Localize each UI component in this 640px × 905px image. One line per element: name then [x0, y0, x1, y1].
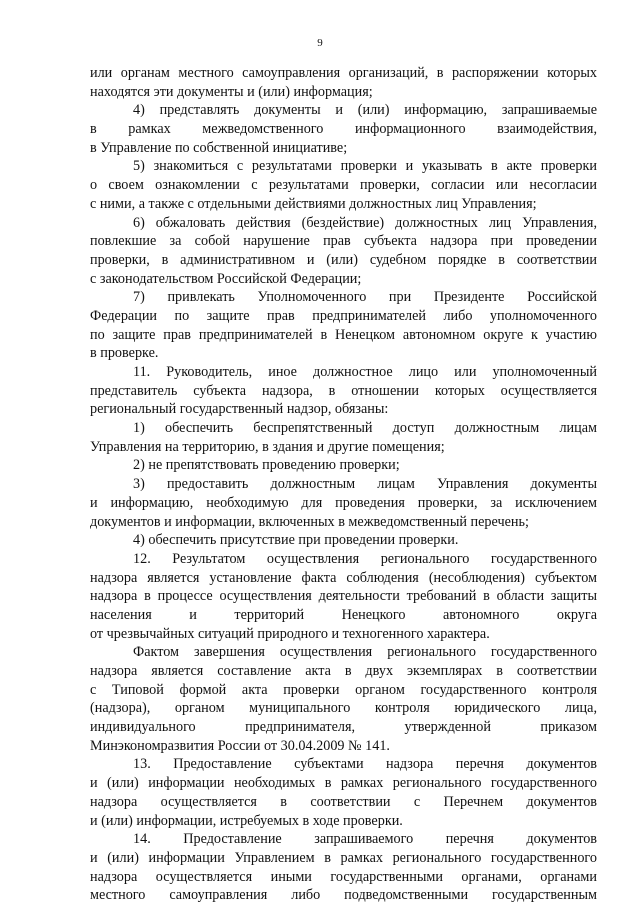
text-line: в Управление по собственной инициативе;: [90, 139, 348, 156]
text-line: 6) обжаловать действия (бездействие) должностных лиц Управления,: [133, 214, 597, 231]
text-line: надзора является составление акта в двух экземплярах в соответствии: [90, 663, 597, 679]
text-line: Минэкономразвития России от 30.04.2009 № 141.: [90, 737, 390, 754]
text-line: и (или) информации необходимых в рамках регионального государственного: [90, 775, 597, 792]
text-line: документов и информации, включенных в межведомственный перечень;: [90, 513, 529, 530]
text-line: с законодательством Российской Федерации;: [90, 270, 362, 287]
text-line: по защите прав предпринимателей в Ненецком автономном округе к участию: [90, 326, 597, 343]
text-line: или органам местного самоуправления организаций, в распоряжении которых: [90, 65, 597, 81]
text-line: местного самоуправления либо подведомственными государственным: [90, 887, 597, 904]
text-line: 1) обеспечить беспрепятственный доступ должностным лицам: [133, 420, 597, 437]
document-body: [90, 64, 597, 905]
text-line: представитель субъекта надзора, в отношении которых осуществляется: [90, 382, 597, 399]
text-line: и (или) информации, истребуемых в ходе проверки.: [90, 812, 403, 829]
text-line: с Типовой формой акта проверки органом государственного контроля: [90, 681, 597, 698]
text-line: Федерации по защите прав предпринимателей либо уполномоченного: [90, 307, 597, 324]
text-line: надзора осуществляется иными государственными органами, органами: [90, 868, 597, 885]
text-line: (надзора), органом муниципального контроля юридического лица,: [90, 700, 597, 717]
text-line: 4) представлять документы и (или) информацию, запрашиваемые: [133, 102, 597, 119]
text-line: находятся эти документы и (или) информация;: [90, 83, 373, 100]
text-line: 4) обеспечить присутствие при проведении проверки.: [133, 532, 459, 549]
text-line: региональный государственный надзор, обязаны:: [90, 401, 389, 418]
text-line: о своем ознакомлении с результатами проверки, согласии или несогласии: [90, 177, 597, 194]
text-line: надзора осуществляется в соответствии с Перечнем документов: [90, 793, 597, 810]
text-line: 5) знакомиться с результатами проверки и указывать в акте проверки: [133, 158, 597, 175]
text-line: населения и территорий Ненецкого автономного округа: [90, 606, 597, 623]
text-line: 12. Результатом осуществления регионального государственного: [133, 550, 597, 567]
text-line: индивидуального предпринимателя, утвержденной приказом: [90, 719, 597, 736]
text-line: 3) предоставить должностным лицам Управления документы: [133, 476, 597, 493]
text-line: проверки, в административном и (или) судебном порядке в соответствии: [90, 251, 597, 268]
text-line: надзора является установление факта соблюдения (несоблюдения) субъектом: [90, 569, 597, 586]
text-line: от чрезвычайных ситуаций природного и техногенного характера.: [90, 625, 490, 642]
text-line: Фактом завершения осуществления регионального государственного: [133, 644, 597, 661]
page-number: 9: [317, 37, 323, 49]
text-line: надзора в процессе осуществления деятельности требований в области защиты: [90, 588, 597, 605]
text-line: с ними, а также с отдельными действиями должностных лиц Управления;: [90, 195, 537, 212]
text-line: и (или) информации Управлением в рамках регионального государственного: [90, 849, 597, 866]
text-line: повлекшие за собой нарушение прав субъекта надзора при проведении: [90, 233, 597, 250]
text-line: 11. Руководитель, иное должностное лицо или уполномоченный: [133, 364, 597, 380]
text-line: в рамках межведомственного информационного взаимодействия,: [90, 121, 597, 138]
text-line: 7) привлекать Уполномоченного при Президенте Российской: [133, 289, 597, 306]
text-line: и информацию, необходимую для проведения проверки, за исключением: [90, 494, 597, 511]
text-line: Управления на территорию, в здания и другие помещения;: [90, 438, 445, 455]
text-line: в проверке.: [90, 345, 159, 362]
text-line: 13. Предоставление субъектами надзора перечня документов: [133, 756, 597, 773]
text-line: 14. Предоставление запрашиваемого перечня документов: [133, 831, 597, 848]
text-line: 2) не препятствовать проведению проверки;: [133, 457, 400, 474]
